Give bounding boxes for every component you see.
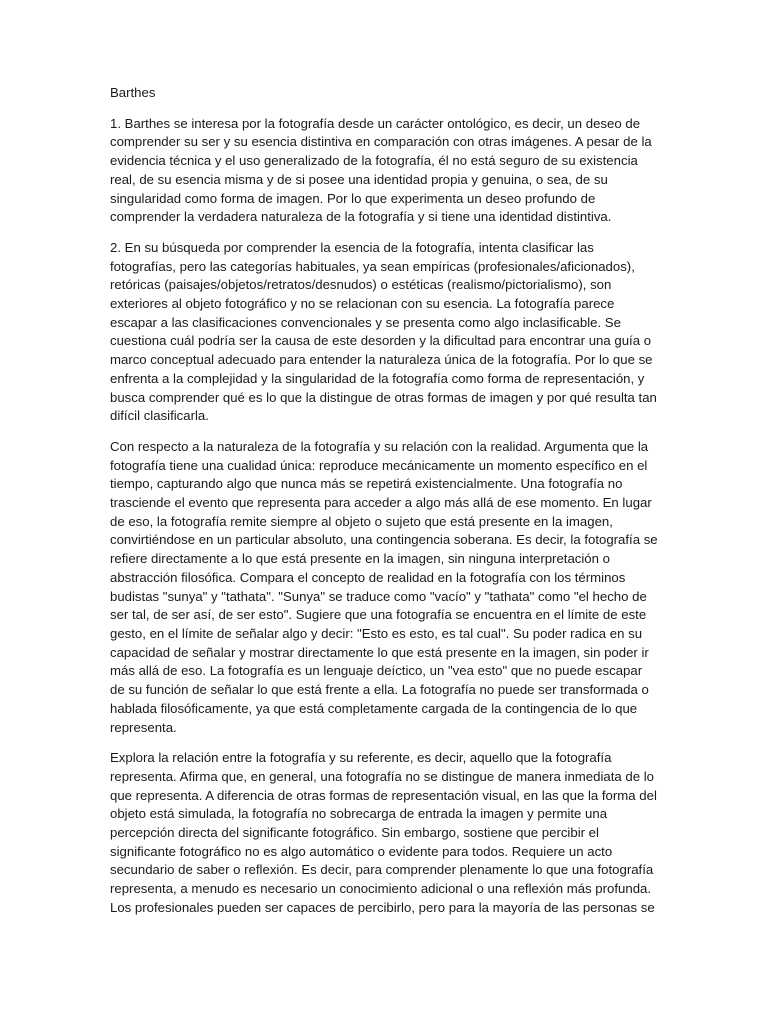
- paragraph-3: Con respecto a la naturaleza de la fotografía y su relación con la realidad. Argumenta que la fotografía tiene una cualidad única: reproduce mecánicamente un momento específico en el tiempo, capturando algo que nunca más se repetirá existencialmente. Una fotografía no trasciende el evento que representa para acceder a algo más allá de ese momento. En lugar de eso, la fotografía remite siempre al objeto o sujeto que está presente en la imagen, convirtiéndose en un particular absoluto, una contingencia soberana. Es decir, la fotografía se refiere directamente a lo que está presente en la imagen, sin ninguna interpretación o abstracción filosófica. Compara el concepto de realidad en la fotografía con los términos budistas "sunya" y "tathata". "Sunya" se traduce como "vacío" y "tathata" como "el hecho de ser tal, de ser así, de ser esto". Sugiere que una fotografía se encuentra en el límite de este gesto, en el límite de señalar algo y decir: "Esto es esto, es tal cual". Su poder radica en su capacidad de señalar y mostrar directamente lo que está presente en la imagen, sin poder ir más allá de eso. La fotografía es un lenguaje deíctico, un "vea esto" que no puede escapar de su función de señalar lo que está frente a ella. La fotografía no puede ser transformada o hablada filosóficamente, ya que está completamente cargada de la contingencia de lo que representa.: [110, 438, 658, 735]
- paragraph-2: 2. En su búsqueda por comprender la esencia de la fotografía, intenta clasificar las fotografías, pero las categorías habituales, ya sean empíricas (profesionales/aficionados), retóricas (paisajes/objetos/retratos/desnudos) o estéticas (realismo/pictorialismo), son exteriores al objeto fotográfico y no se relacionan con su esencia. La fotografía parece escapar a las clasificaciones convencionales y se presenta como algo inclasificable. Se cuestiona cuál podría ser la causa de este desorden y la dificultad para encontrar una guía o marco conceptual adecuado para entender la naturaleza única de la fotografía. Por lo que se enfrenta a la complejidad y la singularidad de la fotografía como forma de representación, y busca comprender qué es lo que la distingue de otras formas de imagen y por qué resulta tan difícil clasificarla.: [110, 239, 657, 424]
- document-page: [110, 84, 658, 930]
- paragraph-1: 1. Barthes se interesa por la fotografía desde un carácter ontológico, es decir, un deseo de comprender su ser y su esencia distintiva en comparación con otras imágenes. A pesar de la evidencia técnica y el uso generalizado de la fotografía, él no está seguro de su existencia real, de su esencia misma y de si posee una identidad propia y genuina, o sea, de su singularidad como forma de imagen. Por lo que experimenta un deseo profundo de comprender la verdadera naturaleza de la fotografía y si tiene una identidad distintiva.: [110, 115, 652, 225]
- document-title: Barthes: [110, 85, 156, 100]
- paragraph-4: Explora la relación entre la fotografía y su referente, es decir, aquello que la fotografía representa. Afirma que, en general, una fotografía no se distingue de manera inmediata de lo que representa. A diferencia de otras formas de representación visual, en las que la forma del objeto está simulada, la fotografía no sobrecarga de entrada la imagen y permite una percepción directa del significante fotográfico. Sin embargo, sostiene que percibir el significante fotográfico no es algo automático o evidente para todos. Requiere un acto secundario de saber o reflexión. Es decir, para comprender plenamente lo que una fotografía representa, a menudo es necesario un conocimiento adicional o una reflexión más profunda. Los profesionales pueden ser capaces de percibirlo, pero para la mayoría de las personas se: [110, 750, 657, 915]
